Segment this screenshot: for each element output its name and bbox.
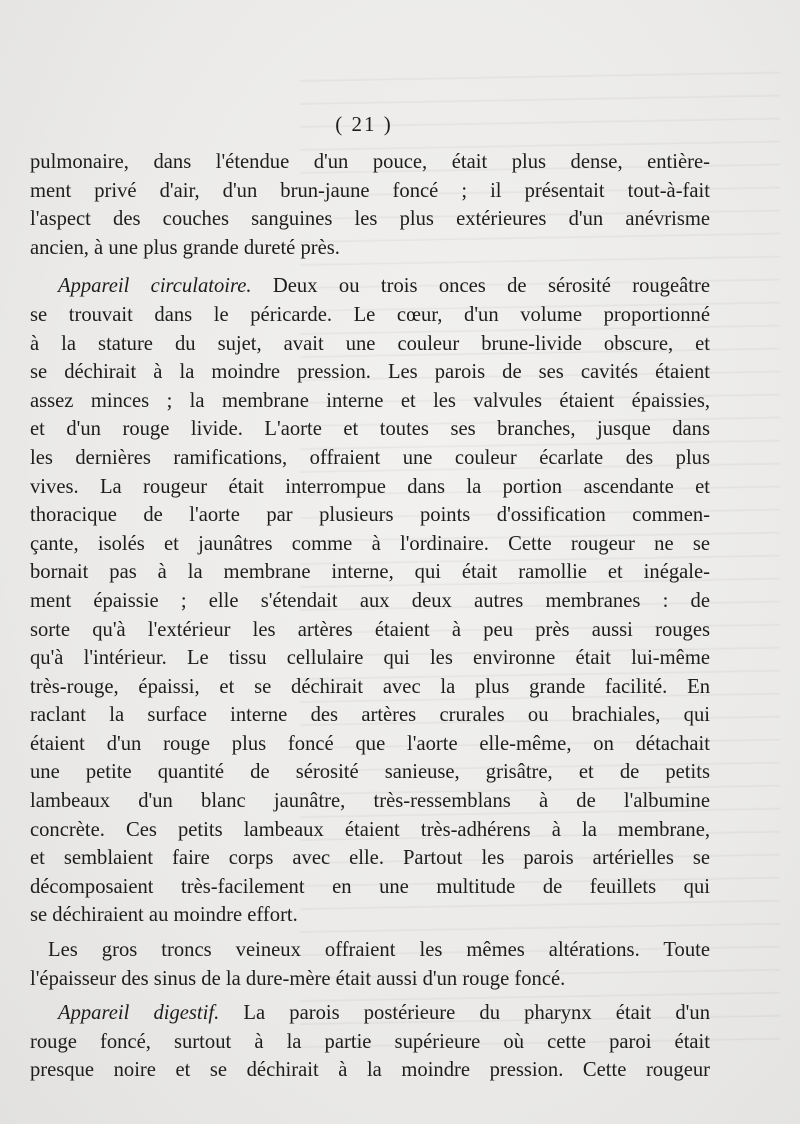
text-line: décomposaient très-facilement en une multitude de feuillets qui [30, 875, 710, 898]
text-line: thoracique de l'aorte par plusieurs points d'ossification commen- [30, 504, 710, 527]
text-line: qu'à l'intérieur. Le tissu cellulaire qui les environne était lui-même [30, 647, 710, 670]
paragraph-pulmonary [30, 148, 710, 262]
text-line: çante, isolés et jaunâtres comme à l'ordinaire. Cette rougeur ne se [30, 532, 710, 555]
text-line-fragment: Les gros troncs veineux offraient les mêmes altérations. Toute [48, 939, 710, 962]
text-line: très-rouge, épaissi, et se déchirait avec la plus grande facilité. En [30, 675, 710, 698]
text-line [30, 936, 710, 965]
text-line: se trouvait dans le péricarde. Le cœur, d'un volume proportionné [30, 303, 710, 326]
paragraph-veins [30, 936, 710, 993]
text-line: ment épaissie ; elle s'étendait aux deux autres membranes : de [30, 589, 710, 612]
text-line: les dernières ramifications, offraient une couleur écarlate des plus [30, 446, 710, 469]
text-line: étaient d'un rouge plus foncé que l'aorte elle-même, on détachait [30, 732, 710, 755]
paragraph-circulatory [30, 272, 710, 930]
text-line: assez minces ; la membrane interne et les valvules étaient épaissies, [30, 389, 710, 412]
body-text [30, 148, 710, 1085]
text-line: raclant la surface interne des artères crurales ou brachiales, qui [30, 704, 710, 727]
paragraph-digestive [30, 999, 710, 1085]
text-line: ment privé d'air, d'un brun-jaune foncé ; il présentait tout-à-fait [30, 179, 710, 202]
text-line: presque noire et se déchirait à la moindre pression. Cette rougeur [30, 1059, 710, 1082]
text-line: rouge foncé, surtout à la partie supérieure où cette paroi était [30, 1030, 710, 1053]
section-title-digestive: Appareil digestif. [58, 1002, 220, 1025]
text-line [30, 999, 710, 1028]
text-line: concrète. Ces petits lambeaux étaient très-adhérens à la membrane, [30, 818, 710, 841]
page-number: ( 21 ) [335, 112, 393, 136]
text-line: bornait pas à la membrane interne, qui était ramollie et inégale- [30, 561, 710, 584]
text-line: l'épaisseur des sinus de la dure-mère était aussi d'un rouge foncé. [30, 967, 566, 990]
text-line: à la stature du sujet, avait une couleur brune-livide obscure, et [30, 332, 710, 355]
text-line: pulmonaire, dans l'étendue d'un pouce, était plus dense, entière- [30, 151, 710, 173]
text-line: et d'un rouge livide. L'aorte et toutes ses branches, jusque dans [30, 418, 710, 441]
text-line: une petite quantité de sérosité sanieuse, grisâtre, et de petits [30, 761, 710, 784]
text-line: lambeaux d'un blanc jaunâtre, très-ressemblans à de l'albumine [30, 790, 710, 813]
text-line: se déchirait à la moindre pression. Les parois de ses cavités étaient [30, 361, 710, 384]
text-line: vives. La rougeur était interrompue dans la portion ascendante et [30, 475, 710, 498]
text-line: se déchiraient au moindre effort. [30, 904, 298, 927]
text-line: ancien, à une plus grande dureté près. [30, 236, 340, 259]
text-line: et semblaient faire corps avec elle. Partout les parois artérielles se [30, 847, 710, 870]
text-line [30, 272, 710, 301]
section-title-circulatory: Appareil circulatoire. [58, 275, 252, 298]
text-line-fragment: La parois postérieure du pharynx était d'un [219, 1002, 710, 1025]
text-line: l'aspect des couches sanguines les plus extérieures d'un anévrisme [30, 208, 710, 231]
text-line: sorte qu'à l'extérieur les artères étaient à peu près aussi rouges [30, 618, 710, 641]
text-line-fragment: Deux ou trois onces de sérosité rougeâtre [251, 275, 710, 298]
page-header [0, 112, 800, 137]
